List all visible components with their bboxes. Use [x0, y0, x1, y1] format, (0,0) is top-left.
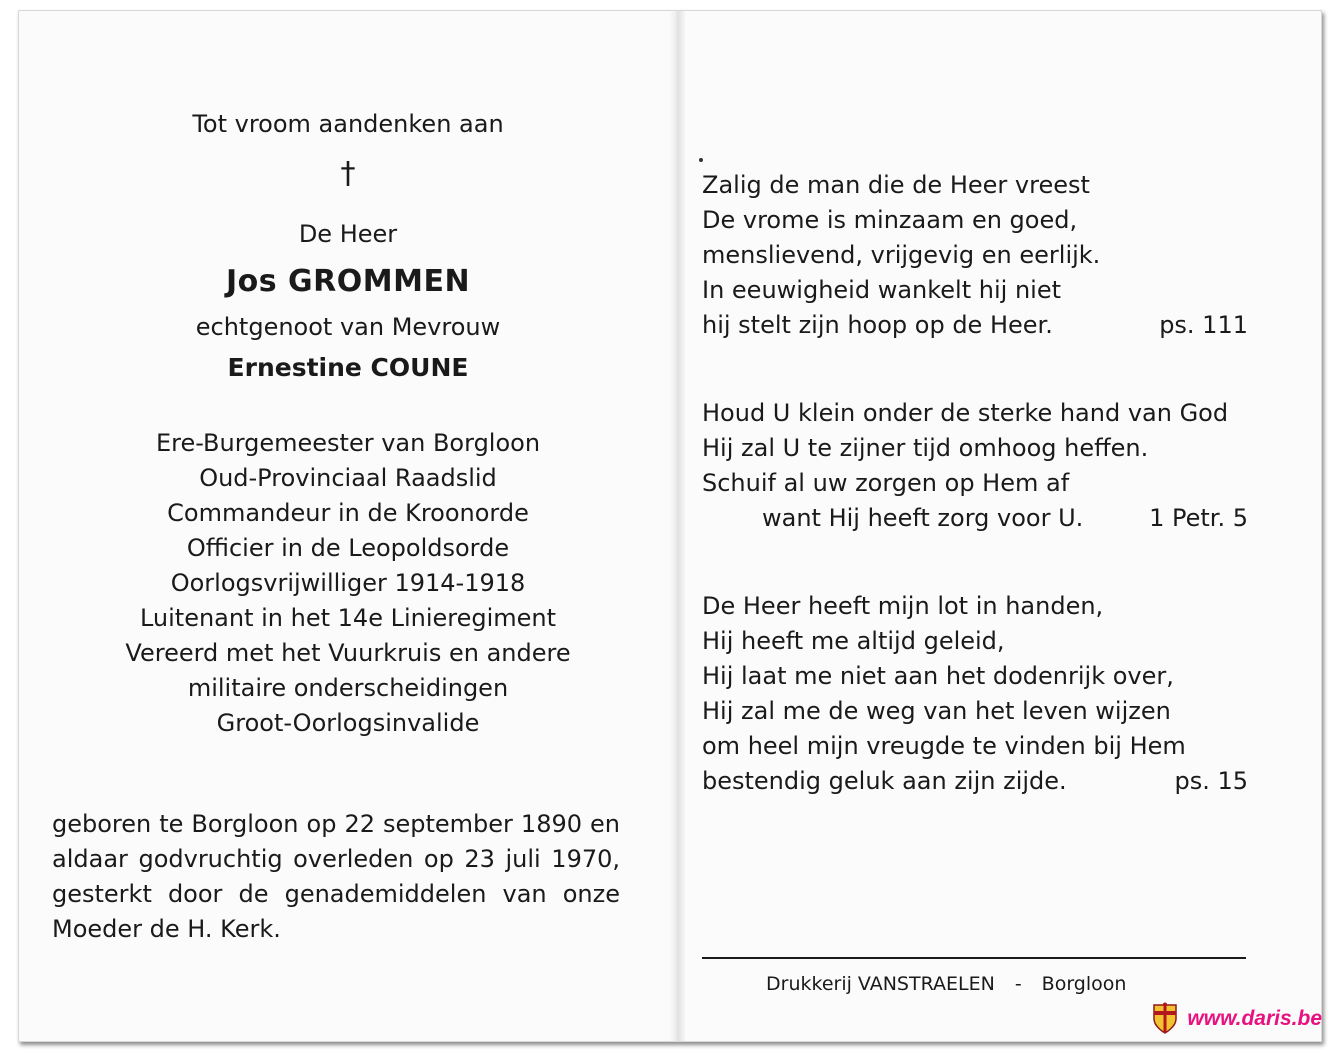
verse-line: want Hij heeft zorg voor U. [762, 504, 1084, 532]
stanza-psalm-111 [702, 168, 1248, 343]
verse-reference: 1 Petr. 5 [1149, 504, 1248, 532]
spouse-name: Ernestine COUNE [227, 353, 469, 382]
spouse-intro: echtgenoot van Mevrouw [195, 313, 501, 341]
watermark [1151, 1002, 1322, 1036]
paper-speck [699, 158, 703, 162]
printer-separator: - [1014, 973, 1022, 995]
title-line: Vereerd met het Vuurkruis en andere [125, 639, 571, 667]
verse-line: hij stelt zijn hoop op de Heer. [702, 311, 1053, 339]
titles-list [48, 426, 648, 741]
card-fold [669, 11, 685, 1041]
verse-reference: ps. 15 [1174, 767, 1248, 795]
verse-line: Houd U klein onder de sterke hand van God [702, 399, 1229, 427]
verse-line: Hij zal me de weg van het leven wijzen [702, 697, 1171, 725]
title-line: Oud-Provinciaal Raadslid [199, 464, 497, 492]
printer-name: Drukkerij VANSTRAELEN [766, 973, 995, 995]
title-line: Groot-Oorlogsinvalide [216, 709, 480, 737]
printer-location: Borgloon [1041, 973, 1127, 995]
deceased-name: Jos GROMMEN [225, 264, 471, 299]
title-line: militaire onderscheidingen [187, 674, 509, 702]
title-line: Officier in de Leopoldsorde [186, 534, 510, 562]
verse-line-with-reference [702, 501, 1248, 536]
printer-credit [766, 973, 1126, 995]
verse-line: om heel mijn vreugde te vinden bij Hem [702, 732, 1186, 760]
title-line: Luitenant in het 14e Linieregiment [139, 604, 557, 632]
stanza-psalm-15 [702, 589, 1248, 799]
verse-reference: ps. 111 [1159, 311, 1248, 339]
salutation: De Heer [298, 220, 398, 248]
verse-line-with-reference [702, 308, 1248, 343]
title-line: Commandeur in de Kroonorde [167, 499, 529, 527]
verse-line: menslievend, vrijgevig en eerlijk. [702, 241, 1101, 269]
verse-line: In eeuwigheid wankelt hij niet [702, 276, 1061, 304]
verse-line: Hij laat me niet aan het dodenrijk over, [702, 662, 1174, 690]
cross-icon: † [340, 156, 356, 191]
verse-line: De Heer heeft mijn lot in handen, [702, 592, 1104, 620]
verse-line: Zalig de man die de Heer vreest [702, 171, 1090, 199]
right-panel [702, 168, 1248, 852]
intro-text: Tot vroom aandenken aan [192, 110, 504, 138]
watermark-url[interactable]: www.daris.be [1187, 1007, 1322, 1030]
stanza-1-petrus-5 [702, 396, 1248, 536]
verse-line: Hij heeft me altijd geleid, [702, 627, 1005, 655]
verse-line-with-reference [702, 764, 1248, 799]
left-panel [48, 100, 648, 947]
coat-of-arms-icon [1151, 1002, 1179, 1036]
verse-line: De vrome is minzaam en goed, [702, 206, 1078, 234]
verse-line: bestendig geluk aan zijn zijde. [702, 767, 1067, 795]
printer-divider [702, 957, 1246, 959]
title-line: Oorlogsvrijwilliger 1914-1918 [170, 569, 526, 597]
biography-paragraph: geboren te Borgloon op 22 september 1890 en aldaar godvruchtig overleden op 23 juli 1970, gesterkt door de genademiddelen van onze Moeder de H. Kerk. [52, 810, 620, 943]
title-line: Ere-Burgemeester van Borgloon [155, 429, 541, 457]
verse-line: Schuif al uw zorgen op Hem af [702, 469, 1070, 497]
verse-line: Hij zal U te zijner tijd omhoog heffen. [702, 434, 1149, 462]
